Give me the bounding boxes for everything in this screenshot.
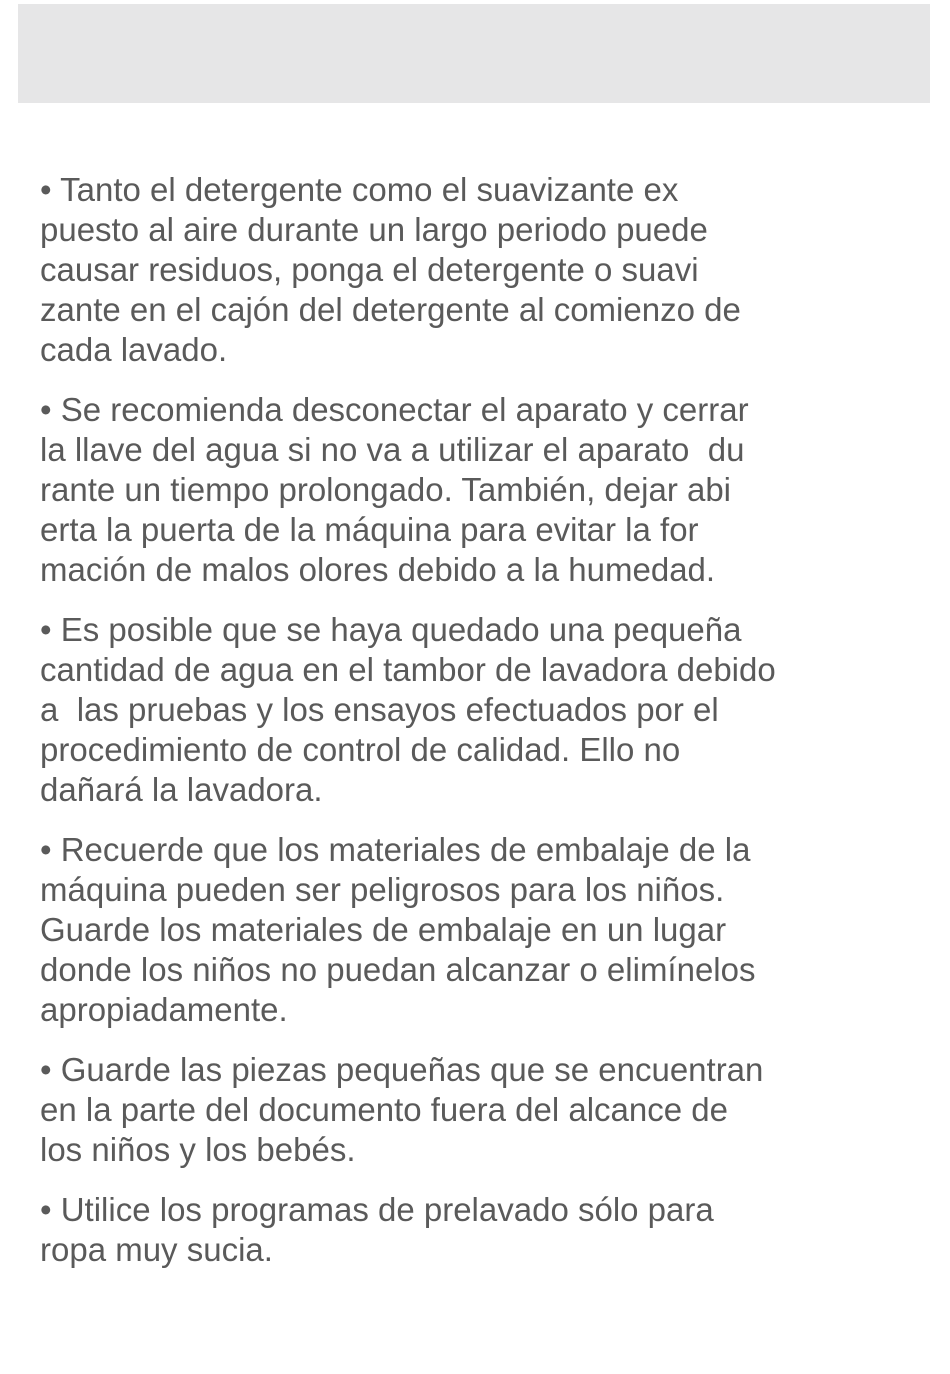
paragraph-disconnect-appliance	[40, 390, 920, 590]
text-line: • Utilice los programas de prelavado sólo para	[40, 1191, 714, 1228]
text-line: mación de malos olores debido a la humedad.	[40, 551, 716, 588]
paragraph-detergent-residue	[40, 170, 920, 370]
text-line: • Tanto el detergente como el suavizante ex	[40, 171, 679, 208]
text-line: los niños y los bebés.	[40, 1131, 356, 1168]
text-line: cada lavado.	[40, 331, 228, 368]
text-line: Guarde los materiales de embalaje en un lugar	[40, 911, 727, 948]
text-line: a las pruebas y los ensayos efectuados por el	[40, 691, 719, 728]
text-line: • Guarde las piezas pequeñas que se encuentran	[40, 1051, 764, 1088]
text-line: rante un tiempo prolongado. También, dejar abi	[40, 471, 732, 508]
text-line: la llave del agua si no va a utilizar el aparato du	[40, 431, 745, 468]
text-line: puesto al aire durante un largo periodo puede	[40, 211, 708, 248]
paragraph-packaging-materials	[40, 830, 920, 1030]
text-line: ropa muy sucia.	[40, 1231, 273, 1268]
text-line: apropiadamente.	[40, 991, 288, 1028]
text-line: • Se recomienda desconectar el aparato y cerrar	[40, 391, 749, 428]
text-line: dañará la lavadora.	[40, 771, 323, 808]
text-line: procedimiento de control de calidad. Ello no	[40, 731, 681, 768]
text-line: erta la puerta de la máquina para evitar la for	[40, 511, 699, 548]
paragraph-small-parts	[40, 1050, 920, 1170]
text-line: • Recuerde que los materiales de embalaje de la	[40, 831, 751, 868]
text-line: donde los niños no puedan alcanzar o elimínelos	[40, 951, 756, 988]
text-line: máquina pueden ser peligrosos para los niños.	[40, 871, 725, 908]
text-line: en la parte del documento fuera del alcance de	[40, 1091, 728, 1128]
text-line: • Es posible que se haya quedado una pequeña	[40, 611, 742, 648]
paragraph-residual-water	[40, 610, 920, 810]
paragraph-prewash-programs	[40, 1190, 920, 1270]
document-body	[40, 170, 920, 1290]
text-line: causar residuos, ponga el detergente o suavi	[40, 251, 699, 288]
text-line: cantidad de agua en el tambor de lavadora debido	[40, 651, 776, 688]
header-band	[18, 4, 930, 103]
text-line: zante en el cajón del detergente al comienzo de	[40, 291, 741, 328]
